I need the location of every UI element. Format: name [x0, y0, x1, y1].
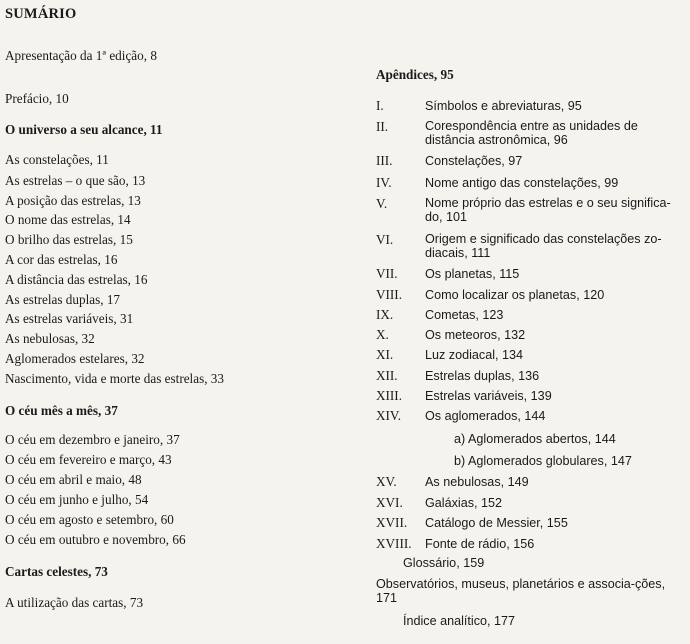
appendix-entry: Constelações, 97: [425, 154, 523, 168]
roman-numeral: VI.: [376, 232, 394, 247]
toc-entry-indice: Índice analítico, 177: [403, 614, 516, 628]
roman-numeral: VIII.: [376, 287, 402, 302]
section-heading: O céu mês a mês, 37: [5, 403, 118, 418]
appendix-entry: Fonte de rádio, 156: [425, 537, 535, 551]
appendix-entry: Origem e significado das constelações zo-diacais, 111: [425, 232, 662, 260]
roman-numeral: XIV.: [376, 408, 402, 423]
toc-entry: As estrelas duplas, 17: [5, 292, 121, 307]
toc-entry: A utilização das cartas, 73: [5, 595, 144, 610]
toc-entry-apresentacao: Apresentação da 1ª edição, 8: [5, 48, 157, 63]
section-heading: Cartas celestes, 73: [5, 564, 108, 579]
roman-numeral: XI.: [376, 347, 394, 362]
toc-entry: O nome das estrelas, 14: [5, 212, 131, 227]
appendix-entry: Galáxias, 152: [425, 496, 503, 510]
toc-entry: As estrelas variáveis, 31: [5, 311, 134, 326]
appendix-entry: Símbolos e abreviaturas, 95: [425, 99, 582, 113]
appendix-entry: Corespondência entre as unidades de distância astronômica, 96: [425, 119, 638, 147]
page-title: SUMÁRIO: [5, 6, 77, 22]
section-heading: Apêndices, 95: [376, 67, 454, 82]
roman-numeral: XVI.: [376, 495, 403, 510]
roman-numeral: IV.: [376, 175, 392, 190]
appendix-entry: Estrelas variáveis, 139: [425, 389, 552, 403]
appendix-entry: Como localizar os planetas, 120: [425, 288, 605, 302]
toc-entry: O céu em dezembro e janeiro, 37: [5, 432, 180, 447]
toc-entry: A distância das estrelas, 16: [5, 272, 148, 287]
toc-entry: A posição das estrelas, 13: [5, 193, 141, 208]
section-heading: O universo a seu alcance, 11: [5, 122, 163, 137]
toc-entry-prefacio: Prefácio, 10: [5, 91, 69, 106]
appendix-entry: Nome próprio das estrelas e o seu significa-do, 101: [425, 196, 671, 224]
toc-entry: O brilho das estrelas, 15: [5, 232, 133, 247]
roman-numeral: XVIII.: [376, 536, 412, 551]
toc-entry: O céu em outubro e novembro, 66: [5, 532, 186, 547]
toc-entry: A cor das estrelas, 16: [5, 252, 118, 267]
toc-entry: Aglomerados estelares, 32: [5, 351, 145, 366]
roman-numeral: XII.: [376, 368, 398, 383]
appendix-entry: Nome antigo das constelações, 99: [425, 176, 619, 190]
toc-entry: As estrelas – o que são, 13: [5, 173, 146, 188]
roman-numeral: V.: [376, 196, 388, 211]
toc-entry: O céu em abril e maio, 48: [5, 472, 142, 487]
toc-entry-observatorios: Observatórios, museus, planetários e associa-ções, 171: [376, 577, 666, 605]
toc-entry: O céu em fevereiro e março, 43: [5, 452, 172, 467]
appendix-subentry: b) Aglomerados globulares, 147: [454, 454, 632, 468]
roman-numeral: XV.: [376, 474, 397, 489]
roman-numeral: X.: [376, 327, 389, 342]
toc-entry: As constelações, 11: [5, 152, 109, 167]
roman-numeral: IX.: [376, 307, 394, 322]
appendix-entry: Cometas, 123: [425, 308, 504, 322]
toc-entry: As nebulosas, 32: [5, 331, 95, 346]
toc-entry: O céu em junho e julho, 54: [5, 492, 149, 507]
appendix-entry: Catálogo de Messier, 155: [425, 516, 568, 530]
roman-numeral: XIII.: [376, 388, 402, 403]
appendix-entry: Estrelas duplas, 136: [425, 369, 540, 383]
roman-numeral: I.: [376, 98, 384, 113]
appendix-entry: As nebulosas, 149: [425, 475, 529, 489]
roman-numeral: III.: [376, 153, 393, 168]
roman-numeral: VII.: [376, 266, 398, 281]
appendix-entry: Os meteoros, 132: [425, 328, 526, 342]
roman-numeral: II.: [376, 119, 389, 134]
roman-numeral: XVII.: [376, 515, 408, 530]
toc-entry: Nascimento, vida e morte das estrelas, 33: [5, 371, 224, 386]
appendix-entry: Luz zodiacal, 134: [425, 348, 524, 362]
toc-entry: O céu em agosto e setembro, 60: [5, 512, 174, 527]
toc-entry-glossario: Glossário, 159: [403, 556, 485, 570]
appendix-entry: Os planetas, 115: [425, 267, 520, 281]
appendix-entry: Os aglomerados, 144: [425, 409, 546, 423]
appendix-subentry: a) Aglomerados abertos, 144: [454, 432, 616, 446]
